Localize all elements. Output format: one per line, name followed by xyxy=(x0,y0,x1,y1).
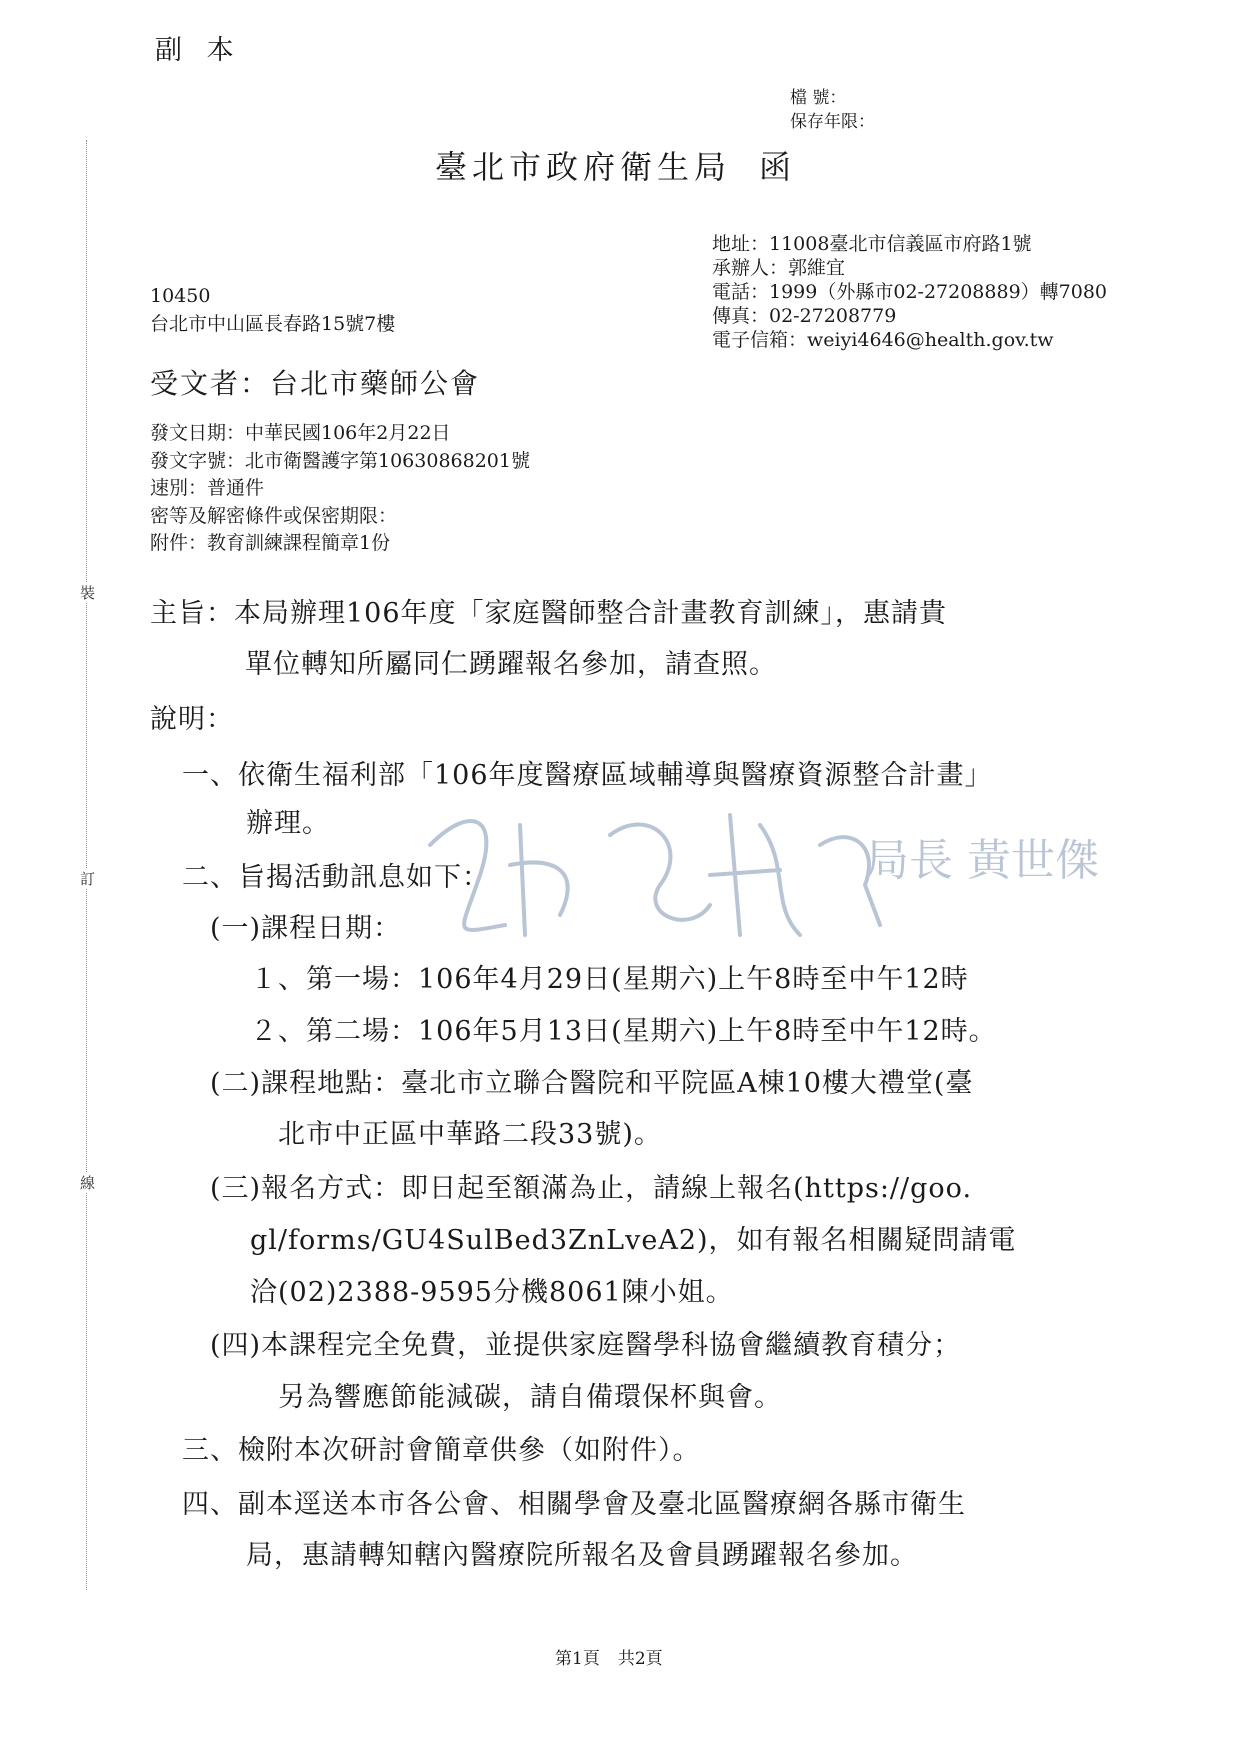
explain-label: 說明： xyxy=(150,704,234,735)
sub2-venue-line-2: 北市中正區中華路二段33號)。 xyxy=(278,1119,662,1150)
binding-mark-ding: 訂 xyxy=(80,870,96,888)
subject-line-2: 單位轉知所屬同仁踴躍報名參加，請查照。 xyxy=(245,649,777,680)
page-footer xyxy=(555,1644,681,1669)
sub4-fee-line-1: (四)本課程完全免費，並提供家庭醫學科協會繼續教育積分； xyxy=(210,1330,962,1361)
item2: 二、旨揭活動訊息如下： xyxy=(182,862,490,893)
binding-line xyxy=(86,140,87,1590)
page-number: 第1頁 xyxy=(555,1649,600,1669)
file-info xyxy=(790,86,875,134)
document-title xyxy=(435,142,796,188)
page-total: 共2頁 xyxy=(617,1649,663,1669)
contact-phone: 電話：1999（外縣市02-27208889）轉7080 xyxy=(712,281,1108,303)
item1-line-1: 一、依衛生福利部「106年度醫療區域輔導與醫療資源整合計畫」 xyxy=(182,760,993,791)
item3: 三、檢附本次研討會簡章供參（如附件）。 xyxy=(182,1435,701,1466)
item4-line-2: 局，惠請轉知轄內醫療院所報名及會員踴躍報名參加。 xyxy=(246,1540,918,1571)
contact-email: 電子信箱：weiyi4646@health.gov.tw xyxy=(712,329,1054,351)
issue-date: 發文日期：中華民國106年2月22日 xyxy=(150,422,451,444)
contact-block xyxy=(712,232,1107,352)
recipient-zip: 10450 xyxy=(150,285,211,307)
sub3-signup-line-3: 洽(02)2388-9595分機8061陳小姐。 xyxy=(250,1277,734,1308)
signature-text: 局長 黃世傑 xyxy=(865,835,1099,886)
item1-line-2: 辦理。 xyxy=(246,808,330,839)
director-signature-seal xyxy=(410,785,1099,955)
contact-address: 地址：11008臺北市信義區市府路1號 xyxy=(712,233,1032,255)
copy-mark: 副 本 xyxy=(155,35,242,66)
sub3-signup-line-1: (三)報名方式：即日起至額滿為止，請線上報名(https://goo. xyxy=(210,1173,973,1204)
contact-fax: 傳真：02-27208779 xyxy=(712,305,897,327)
recipient-address: 台北市中山區長春路15號7樓 xyxy=(150,313,396,335)
sub4-fee-line-2: 另為響應節能減碳，請自備環保杯與會。 xyxy=(278,1382,782,1413)
attachment: 附件：教育訓練課程簡章1份 xyxy=(150,532,391,554)
recipient: 受文者：台北市藥師公會 xyxy=(150,367,481,400)
secrecy-level: 密等及解密條件或保密期限： xyxy=(150,504,398,527)
item4-line-1: 四、副本逕送本市各公會、相關學會及臺北區醫療網各縣市衛生 xyxy=(182,1489,966,1520)
sub2-venue-line-1: (二)課程地點：臺北市立聯合醫院和平院區A棟10樓大禮堂(臺 xyxy=(210,1068,974,1099)
contact-handler: 承辦人：郭維宜 xyxy=(712,257,846,279)
session-1: １、第一場：106年4月29日(星期六)上午8時至中午12時 xyxy=(250,964,969,995)
session-2: ２、第二場：106年5月13日(星期六)上午8時至中午12時。 xyxy=(250,1016,997,1047)
issuing-org: 臺北市政府衛生局 xyxy=(435,148,732,186)
speed-class: 速別：普通件 xyxy=(150,477,265,499)
sub1-course-dates: (一)課程日期： xyxy=(210,913,402,944)
sub3-signup-line-2: gl/forms/GU4SulBed3ZnLveA2)，如有報名相關疑問請電 xyxy=(250,1225,1017,1256)
binding-mark-xian: 線 xyxy=(80,1174,96,1192)
document-kind: 函 xyxy=(759,148,797,186)
file-number-label: 檔 號： xyxy=(790,88,847,108)
retention-label: 保存年限： xyxy=(790,112,875,132)
document-meta xyxy=(150,420,530,558)
subject-line-1: 主旨：本局辦理106年度「家庭醫師整合計畫教育訓練」，惠請貴 xyxy=(150,598,948,629)
binding-mark-zhuang: 裝 xyxy=(80,584,96,602)
document-number: 發文字號：北市衛醫護字第10630868201號 xyxy=(150,449,530,472)
